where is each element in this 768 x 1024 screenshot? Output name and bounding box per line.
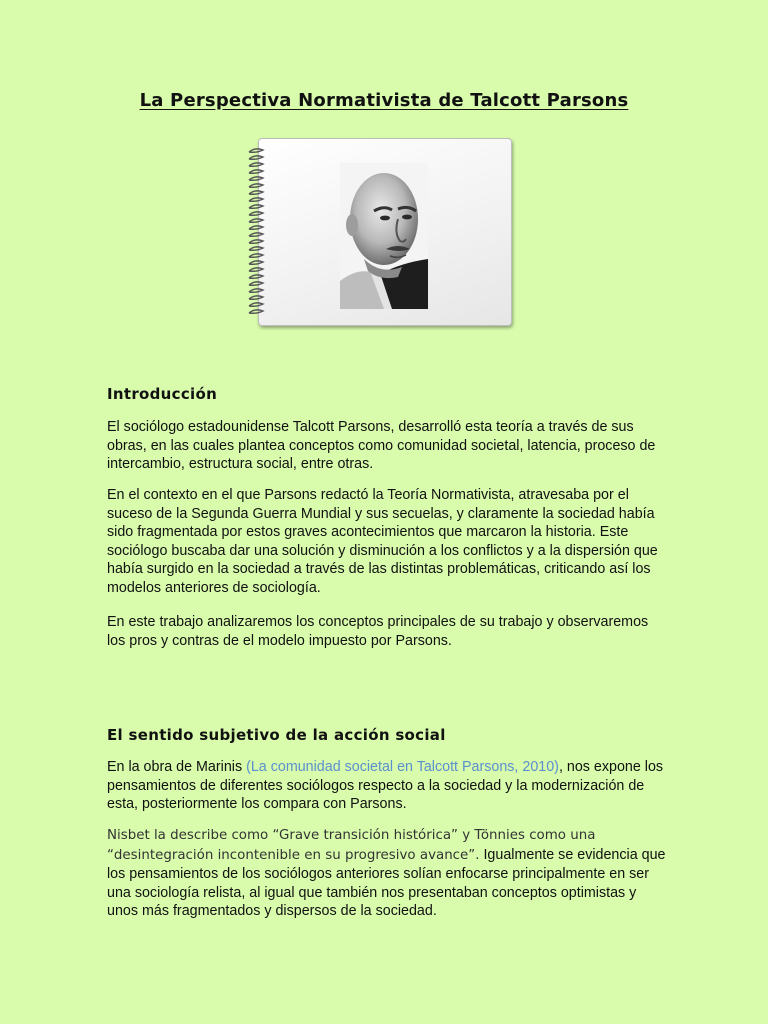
citation-link[interactable]: (La comunidad societal en Talcott Parsons, 2010) [246, 759, 559, 775]
section-heading-introduccion: Introducción [107, 385, 218, 403]
section2-paragraph-2 [107, 826, 667, 921]
section2-p1-suffix: , nos expone los pensamientos de diferentes sociólogos respecto a la sociedad y la modernización de esta, posteriormente los compara con Parsons. [107, 759, 664, 813]
intro-paragraph-2 [107, 486, 667, 598]
section-heading-sentido-subjetivo: El sentido subjetivo de la acción social [107, 726, 446, 744]
intro-p3-text: En este trabajo analizaremos los conceptos principales de su trabajo y observaremos los pros y contras de el modelo impuesto por Parsons. [107, 614, 649, 649]
intro-paragraph-3 [107, 613, 667, 650]
section2-p2-rest: Igualmente se evidencia que los pensamientos de los sociólogos anteriores solían enfocarse principalmente en ser una sociología relista, al igual que también nos presentaban conceptos optimistas y unos más fragmentados y dispersos de la sociedad. [107, 846, 666, 920]
section2-paragraph-1 [107, 758, 667, 814]
talcott-parsons-portrait [340, 163, 428, 309]
section2-p1-prefix: En la obra de Marinis [107, 759, 247, 775]
page-title: La Perspectiva Normativista de Talcott Parsons [139, 90, 629, 111]
section2-p2-quote: Nisbet la describe como “Grave transición histórica” y Tönnies como una “desintegración incontenible en su progresivo avance”. [107, 828, 596, 863]
intro-p1-text: El sociólogo estadounidense Talcott Parsons, desarrolló esta teoría a través de sus obras, en las cuales plantea conceptos como comunidad societal, latencia, proceso de intercambio, estructura social, entre otras. [107, 419, 656, 473]
intro-paragraph-1 [107, 418, 667, 474]
spiral-binding-icon [247, 146, 267, 316]
intro-p2-text: En el contexto en el que Parsons redactó la Teoría Normativista, atravesaba por el suceso de la Segunda Guerra Mundial y sus secuelas, y claramente la sociedad había sido fragmentada por estos graves acontecimientos que marcaron la historia. Este sociólogo buscaba dar una solución y disminución a los conflictos y a la dispersión que había surgido en la sociedad a través de las distintas problemáticas, criticando así los modelos anteriores de sociología. [107, 487, 658, 596]
